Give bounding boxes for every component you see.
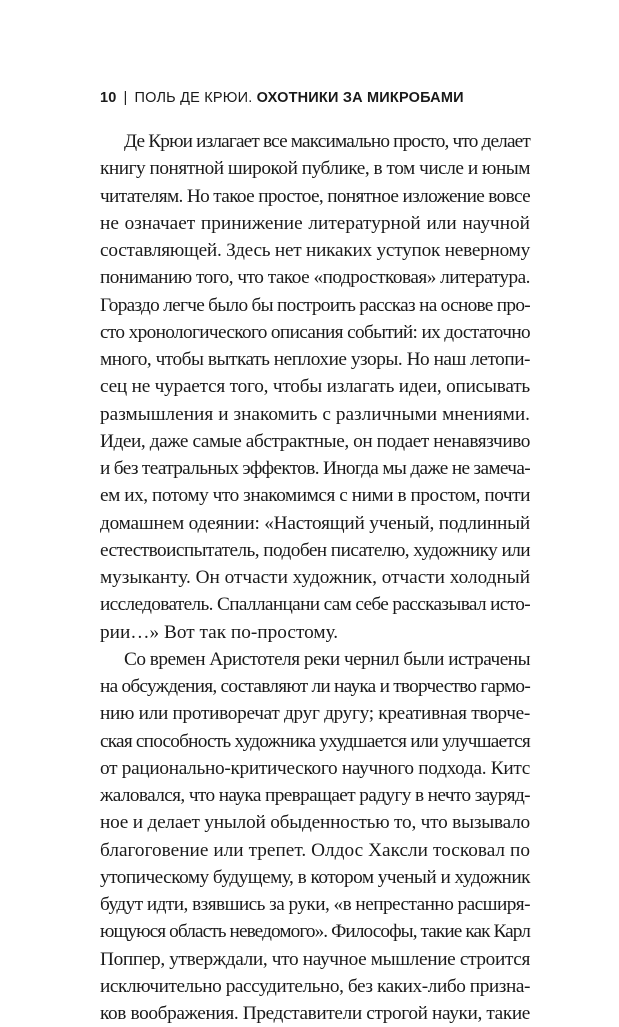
- text-line: благоговение или трепет. Олдос Хаксли тосковал по: [100, 839, 530, 861]
- page-number: 10: [100, 90, 117, 106]
- text-line: на обсуждения, составляют ли наука и творчество гармо-: [100, 676, 530, 697]
- text-line: естествоиспытатель, подобен писателю, художнику или: [100, 539, 530, 561]
- text-line: сец не чурается того, чтобы излагать идеи, описывать: [100, 376, 530, 398]
- text-line: размышления и знакомить с различными мнениями.: [100, 403, 530, 425]
- text-line: будут идти, взявшись за руки, «в непрестанно расширя-: [100, 894, 530, 915]
- text-line: читателям. Но такое простое, понятное изложение вовсе: [100, 185, 530, 207]
- text-line: утопическому будущему, в котором ученый и художник: [100, 866, 530, 888]
- text-line: исключительно рассудительно, без каких-либо призна-: [100, 975, 530, 997]
- running-header: [100, 88, 530, 108]
- text-line: много, чтобы выткать неплохие узоры. Но наш летопи-: [100, 349, 530, 370]
- paragraph: [100, 128, 530, 646]
- header-author: ПОЛЬ ДЕ КРЮИ.: [134, 90, 253, 106]
- text-line: составляющей. Здесь нет никаких уступок неверному: [100, 240, 530, 261]
- text-line: Идеи, даже самые абстрактные, он подает ненавязчиво: [100, 430, 530, 452]
- text-line: от рационально-критического научного подхода. Китс: [100, 757, 530, 779]
- header-book-title: ОХОТНИКИ ЗА МИКРОБАМИ: [256, 90, 464, 106]
- text-line: и без театральных эффектов. Иногда мы даже не замеча-: [100, 458, 530, 479]
- header-separator: |: [123, 90, 128, 106]
- text-line: ская способность художника ухудшается или улучшается: [100, 730, 530, 752]
- text-line: Со времен Аристотеля реки чернил были истрачены: [124, 648, 530, 670]
- text-line: Де Крюи излагает все максимально просто, что делает: [124, 131, 530, 152]
- text-line: не означает принижение литературной или научной: [100, 212, 530, 234]
- text-line: музыканту. Он отчасти художник, отчасти холодный: [100, 567, 530, 588]
- text-line: ем их, потому что знакомимся с ними в простом, почти: [100, 485, 530, 507]
- text-line: рии…» Вот так по-простому.: [100, 621, 339, 643]
- text-line: исследователь. Спалланцани сам себе рассказывал исто-: [100, 594, 530, 616]
- text-line: ков воображения. Представители строгой науки, такие: [100, 1003, 530, 1024]
- text-line: книгу понятной широкой публике, в том числе и юным: [100, 158, 530, 180]
- text-line: нию или противоречат друг другу; креативная творче-: [100, 703, 530, 725]
- text-line: пониманию того, что такое «подростковая» литература.: [100, 267, 530, 289]
- text-line: ное и делает унылой обыденностью то, что вызывало: [100, 812, 530, 834]
- text-line: Поппер, утверждали, что научное мышление строится: [100, 948, 530, 970]
- text-line: домашнем одеянии: «Настоящий ученый, подлинный: [100, 512, 530, 534]
- text-line: жаловался, что наука превращает радугу в нечто зауряд-: [100, 785, 530, 806]
- body-text: [100, 128, 530, 1027]
- text-line: Гораздо легче было бы построить рассказ на основе про-: [100, 294, 530, 316]
- text-line: сто хронологического описания событий: их достаточно: [100, 321, 530, 343]
- text-line: ющуюся область неведомого». Философы, такие как Карл: [100, 921, 530, 943]
- paragraph: [100, 646, 530, 1027]
